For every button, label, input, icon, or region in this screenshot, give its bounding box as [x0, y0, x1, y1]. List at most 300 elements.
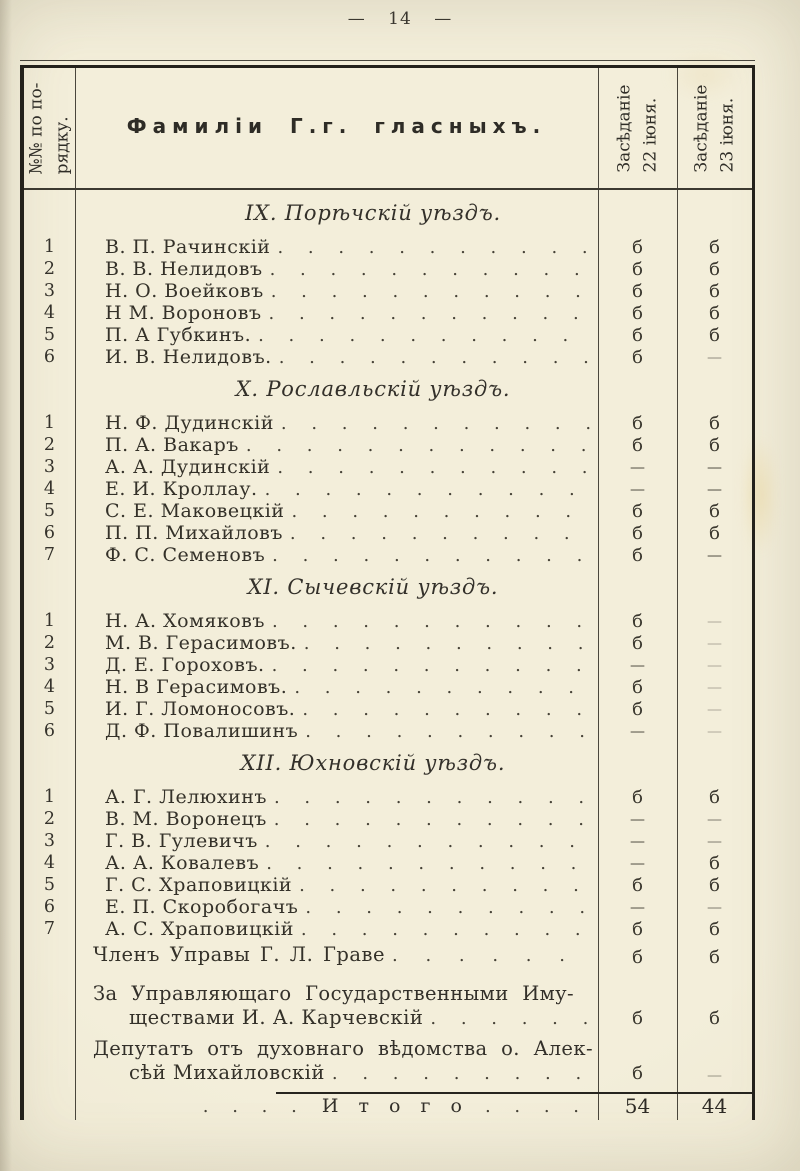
session22-cell [598, 480, 677, 498]
column-divider [75, 68, 76, 1120]
uyezd-section [24, 610, 752, 742]
dot-leader [246, 435, 592, 456]
table-row [24, 874, 752, 896]
session22-cell [598, 699, 677, 720]
official-row [24, 976, 752, 1031]
row-index: 5 [43, 699, 56, 719]
session23-cell [677, 919, 752, 940]
dot-leader [299, 875, 592, 896]
attendance-mark-23june: — [707, 1066, 722, 1084]
row-index: 5 [43, 501, 56, 521]
session23-cell [677, 612, 752, 630]
session23-cell [677, 832, 752, 850]
deputy-name: Н. Ф. Дудинскій [105, 412, 274, 434]
table-row [24, 896, 752, 918]
dot-leader [272, 611, 592, 632]
table-row [24, 434, 752, 456]
deputy-name: В. П. Рачинскій [105, 236, 271, 258]
session22-cell [598, 259, 677, 280]
dot-leader [302, 699, 592, 720]
attendance-mark-23june: — [707, 678, 722, 696]
row-name-cell [75, 896, 598, 918]
attendance-mark-22june: б [632, 280, 643, 302]
attendance-mark-22june: б [632, 346, 643, 368]
section-title-text: IX. Порѣчскій уѣздъ. [245, 201, 501, 225]
session23-cell [677, 523, 752, 544]
deputy-name: П. П. Михайловъ [105, 522, 283, 544]
session22-cell [598, 458, 677, 476]
attendance-mark-23june: — [707, 458, 722, 476]
official-line: За Управляющаго Государственными Иму- [93, 982, 575, 1005]
row-index: 7 [43, 545, 56, 565]
row-name-cell [75, 676, 598, 698]
session23-cell [677, 458, 752, 476]
row-index: 4 [43, 853, 56, 873]
deputy-name: А. А. Дудинскій [105, 456, 271, 478]
uyezd-section [24, 412, 752, 566]
row-name-cell [75, 478, 598, 500]
totals-label: И т о г о [321, 1095, 469, 1117]
row-name-cell [75, 236, 598, 258]
session22-cell [598, 545, 677, 566]
attendance-mark-23june: — [707, 348, 722, 366]
attendance-mark-23june: — [707, 634, 722, 652]
dot-leader: . . . . [202, 1096, 306, 1117]
attendance-mark-22june: — [630, 458, 645, 476]
dot-leader: . . . . [484, 1096, 588, 1117]
dot-leader [279, 347, 592, 368]
column-divider [598, 68, 599, 1120]
session23-cell [677, 259, 752, 280]
table-row [24, 280, 752, 302]
deputy-name: П. А Губкинъ. [105, 324, 252, 346]
attendance-mark-23june: б [709, 786, 720, 808]
deputy-name: А. Г. Лелюхинъ [105, 786, 267, 808]
attendance-mark-23june: б [709, 258, 720, 280]
session22-cell [598, 677, 677, 698]
row-index: 2 [43, 633, 56, 653]
session22-line2: 22 іюня. [639, 97, 660, 172]
session23-cell [677, 281, 752, 302]
table-row [24, 500, 752, 522]
session22-cell [598, 787, 677, 808]
dot-leader [304, 633, 592, 654]
row-name-cell [75, 852, 598, 874]
session22-cell [598, 940, 677, 976]
dot-leader [294, 677, 592, 698]
attendance-mark-22june: б [632, 236, 643, 258]
dot-leader [305, 721, 592, 742]
official-row [24, 1031, 752, 1086]
row-name-cell [75, 830, 598, 852]
session23-cell [677, 303, 752, 324]
session23-cell [677, 787, 752, 808]
row-index: 5 [43, 875, 56, 895]
official-line [93, 940, 592, 971]
row-index: 3 [43, 281, 56, 301]
session23-cell [677, 700, 752, 718]
row-index: 4 [43, 677, 56, 697]
attendance-mark-22june: б [632, 676, 643, 698]
attendance-mark-23june: б [709, 280, 720, 302]
dot-leader [271, 281, 592, 302]
table-row [24, 346, 752, 368]
table-row [24, 632, 752, 654]
attendance-mark-23june: — [707, 898, 722, 916]
row-index-empty [24, 982, 75, 1031]
deputy-name: Е. И. Кроллау. [105, 478, 258, 500]
row-index: 2 [43, 809, 56, 829]
session22-cell [598, 523, 677, 544]
session22-cell [598, 1037, 677, 1086]
section-title [24, 566, 752, 610]
session22-cell [598, 854, 677, 872]
row-name-cell [75, 324, 598, 346]
dot-leader [269, 303, 592, 324]
table-row [24, 544, 752, 566]
attendance-mark-23june: б [709, 522, 720, 544]
session22-cell [598, 832, 677, 850]
session22-cell [598, 633, 677, 654]
row-index: 2 [43, 259, 56, 279]
deputy-name: Н. В Герасимовъ. [105, 676, 288, 698]
official-name-cell [75, 982, 598, 1031]
session23-cell [677, 435, 752, 456]
deputy-name: П. А. Вакаръ [105, 434, 239, 456]
row-name-cell [75, 654, 598, 676]
dot-leader [265, 479, 592, 500]
col-header-names-text: Фамиліи Г.г. гласныхъ. [126, 114, 547, 138]
session23-cell [677, 982, 752, 1031]
attendance-mark-23june: б [709, 412, 720, 434]
table-row [24, 236, 752, 258]
session22-cell [598, 722, 677, 740]
session23-cell [677, 853, 752, 874]
dot-leader [281, 413, 592, 434]
table-row [24, 654, 752, 676]
deputy-name: Г. С. Храповицкій [105, 874, 293, 896]
attendance-mark-22june: б [632, 544, 643, 566]
attendance-mark-22june: б [632, 324, 643, 346]
attendance-mark-23june: б [709, 874, 720, 896]
totals-cell-23june [677, 1094, 752, 1118]
session23-cell [677, 348, 752, 366]
attendance-mark-23june: б [709, 918, 720, 940]
page-gutter-shadow [0, 0, 12, 1171]
attendance-mark-22june: — [630, 656, 645, 674]
row-index: 3 [43, 655, 56, 675]
table-header [24, 68, 752, 190]
session23-cell [677, 501, 752, 522]
official-name: Членъ Управы Г. Л. Граве [93, 943, 386, 966]
row-name-cell [75, 918, 598, 940]
attendance-mark-23june: — [707, 546, 722, 564]
column-divider [677, 68, 678, 1120]
deputy-name: А. А. Ковалевъ [105, 852, 260, 874]
attendance-mark-22june: б [632, 258, 643, 280]
uyezd-section [24, 786, 752, 940]
official-line [93, 1006, 592, 1031]
deputy-name: Д. Е. Гороховъ. [105, 654, 265, 676]
row-name-cell [75, 258, 598, 280]
dot-leader [332, 1061, 592, 1086]
deputy-name: И. Г. Ломоносовъ. [105, 698, 296, 720]
table-row [24, 720, 752, 742]
session22-cell [598, 413, 677, 434]
attendance-mark-22june: б [632, 302, 643, 324]
official-line [93, 1061, 592, 1086]
row-index: 4 [43, 479, 56, 499]
row-index: 7 [43, 919, 56, 939]
session22-cell [598, 810, 677, 828]
attendance-mark-22june: б [632, 1063, 643, 1084]
row-index: 1 [43, 237, 56, 257]
attendance-mark-23june: б [709, 434, 720, 456]
table-body [24, 190, 752, 1086]
row-name-cell [75, 302, 598, 324]
deputy-name: И. В. Нелидовъ. [105, 346, 272, 368]
row-name-cell [75, 874, 598, 896]
deputy-name: Н. А. Хомяковъ [105, 610, 265, 632]
attendance-mark-23june: б [709, 500, 720, 522]
session23-cell [677, 480, 752, 498]
section-title [24, 190, 752, 236]
deputy-name: Н М. Вороновъ [105, 302, 262, 324]
dot-leader [274, 809, 592, 830]
table-row [24, 830, 752, 852]
official-name: ществами И. А. Карчевскій [129, 1006, 424, 1029]
attendance-table [20, 65, 755, 1120]
attendance-mark-23june: б [709, 947, 720, 968]
attendance-mark-22june: б [632, 1008, 643, 1029]
page-number: — 14 — [347, 9, 453, 29]
attendance-mark-22june: б [632, 698, 643, 720]
attendance-mark-22june: б [632, 632, 643, 654]
row-index: 5 [43, 325, 56, 345]
session23-cell [677, 325, 752, 346]
row-index: 6 [43, 347, 56, 367]
dot-leader [291, 501, 592, 522]
attendance-mark-23june: — [707, 480, 722, 498]
total-count-23june: 44 [701, 1094, 728, 1118]
row-name-cell [75, 632, 598, 654]
official-name-cell [75, 1037, 598, 1086]
deputy-name: Г. В. Гулевичъ [105, 830, 258, 852]
dot-leader [272, 655, 592, 676]
deputy-name: Н. О. Воейковъ [105, 280, 264, 302]
session22-cell [598, 875, 677, 896]
col-header-index-line2: рядку. [51, 115, 72, 174]
attendance-mark-22june: б [632, 500, 643, 522]
session23-cell [677, 678, 752, 696]
table-row [24, 258, 752, 280]
row-index: 6 [43, 897, 56, 917]
session22-line1: Засѣданіе [614, 84, 634, 172]
session23-cell [677, 722, 752, 740]
attendance-mark-23june: б [709, 324, 720, 346]
row-index: 2 [43, 435, 56, 455]
row-name-cell [75, 720, 598, 742]
dot-leader [274, 787, 592, 808]
official-line: Депутатъ отъ духовнаго вѣдомства о. Алек- [93, 1037, 593, 1060]
totals-rule [276, 1092, 752, 1094]
session23-cell [677, 940, 752, 976]
section-title-text: XI. Сычевскій уѣздъ. [247, 575, 499, 599]
row-name-cell [75, 808, 598, 830]
totals-label-cell [75, 1095, 598, 1117]
session22-cell [598, 347, 677, 368]
row-name-cell [75, 544, 598, 566]
section-title-text: X. Рославльскій уѣздъ. [235, 377, 511, 401]
table-top-rule [20, 60, 755, 61]
session22-cell [598, 656, 677, 674]
attendance-mark-22june: — [630, 722, 645, 740]
section-title-text: XII. Юхновскій уѣздъ. [240, 751, 506, 775]
session23-cell [677, 656, 752, 674]
attendance-mark-22june: б [632, 947, 643, 968]
dot-leader [265, 831, 592, 852]
session22-cell [598, 325, 677, 346]
attendance-mark-23june: б [709, 852, 720, 874]
dot-leader [277, 457, 592, 478]
attendance-mark-22june: б [632, 918, 643, 940]
col-header-names [75, 68, 598, 188]
session22-cell [598, 237, 677, 258]
row-index-empty [24, 940, 75, 976]
section-title [24, 368, 752, 412]
official-name-cell [75, 940, 598, 976]
attendance-mark-22june: — [630, 898, 645, 916]
attendance-mark-23june: — [707, 656, 722, 674]
table-row [24, 456, 752, 478]
attendance-mark-22june: — [630, 832, 645, 850]
dot-leader [272, 545, 592, 566]
attendance-mark-22june: б [632, 874, 643, 896]
session22-cell [598, 919, 677, 940]
totals-row [24, 1092, 752, 1120]
row-name-cell [75, 412, 598, 434]
deputy-name: Е. П. Скоробогачъ [105, 896, 299, 918]
attendance-mark-23june: б [709, 236, 720, 258]
row-name-cell [75, 698, 598, 720]
deputy-name: А. С. Храповицкій [105, 918, 294, 940]
col-header-index [24, 68, 75, 188]
row-name-cell [75, 610, 598, 632]
official-name: сѣй Михайловскій [129, 1061, 325, 1084]
dot-leader [270, 259, 592, 280]
session22-cell [598, 281, 677, 302]
table-row [24, 786, 752, 808]
session22-cell [598, 611, 677, 632]
deputy-name: С. Е. Маковецкій [105, 500, 285, 522]
attendance-mark-22june: — [630, 810, 645, 828]
table-row [24, 610, 752, 632]
table-row [24, 302, 752, 324]
attendance-mark-23june: — [707, 722, 722, 740]
row-index: 1 [43, 787, 56, 807]
deputy-name: М. В. Герасимовъ. [105, 632, 297, 654]
table-row [24, 478, 752, 500]
row-index: 1 [43, 611, 56, 631]
attendance-mark-23june: б [709, 1008, 720, 1029]
row-index-empty [24, 1037, 75, 1086]
row-name-cell [75, 522, 598, 544]
row-name-cell [75, 786, 598, 808]
session22-cell [598, 435, 677, 456]
section-title [24, 742, 752, 786]
row-name-cell [75, 456, 598, 478]
dot-leader [301, 919, 592, 940]
attendance-mark-23june: — [707, 700, 722, 718]
table-row [24, 522, 752, 544]
table-row [24, 324, 752, 346]
official-row [24, 940, 752, 976]
deputy-name: В. М. Воронецъ [105, 808, 267, 830]
attendance-mark-22june: б [632, 610, 643, 632]
table-row [24, 918, 752, 940]
table-row [24, 852, 752, 874]
table-row [24, 676, 752, 698]
uyezd-section [24, 236, 752, 368]
session23-cell [677, 898, 752, 916]
dot-leader [430, 1006, 592, 1031]
attendance-mark-23june: б [709, 302, 720, 324]
col-header-index-line1: №№ по по- [26, 82, 47, 174]
session22-cell [598, 982, 677, 1031]
attendance-mark-22june: б [632, 412, 643, 434]
col-header-session23-text [689, 84, 740, 172]
row-index: 6 [43, 721, 56, 741]
session23-cell [677, 237, 752, 258]
total-count-22june: 54 [624, 1094, 651, 1118]
row-index: 1 [43, 413, 56, 433]
session22-cell [598, 303, 677, 324]
deputy-name: Д. Ф. Повалишинъ [105, 720, 299, 742]
attendance-mark-22june: — [630, 480, 645, 498]
col-header-session-22june [598, 68, 677, 188]
row-index: 3 [43, 831, 56, 851]
dot-leader [290, 523, 592, 544]
totals-cell-22june [598, 1094, 677, 1118]
attendance-mark-22june: б [632, 786, 643, 808]
attendance-mark-23june: — [707, 612, 722, 630]
row-name-cell [75, 346, 598, 368]
table-row [24, 412, 752, 434]
session23-cell [677, 634, 752, 652]
session23-line2: 23 іюня. [716, 97, 737, 172]
session23-cell [677, 810, 752, 828]
session23-cell [677, 413, 752, 434]
attendance-mark-22june: б [632, 522, 643, 544]
dot-leader [266, 853, 592, 874]
row-name-cell [75, 434, 598, 456]
session23-line1: Засѣданіе [691, 84, 711, 172]
session22-cell [598, 898, 677, 916]
session23-cell [677, 546, 752, 564]
table-row [24, 808, 752, 830]
attendance-mark-23june: — [707, 810, 722, 828]
row-name-cell [75, 500, 598, 522]
row-name-cell [75, 280, 598, 302]
dot-leader [277, 237, 592, 258]
attendance-mark-22june: б [632, 434, 643, 456]
deputy-name: Ф. С. Семеновъ [105, 544, 266, 566]
session23-cell [677, 1037, 752, 1086]
row-index: 6 [43, 523, 56, 543]
attendance-mark-23june: — [707, 832, 722, 850]
dot-leader [392, 940, 592, 971]
table-row [24, 698, 752, 720]
